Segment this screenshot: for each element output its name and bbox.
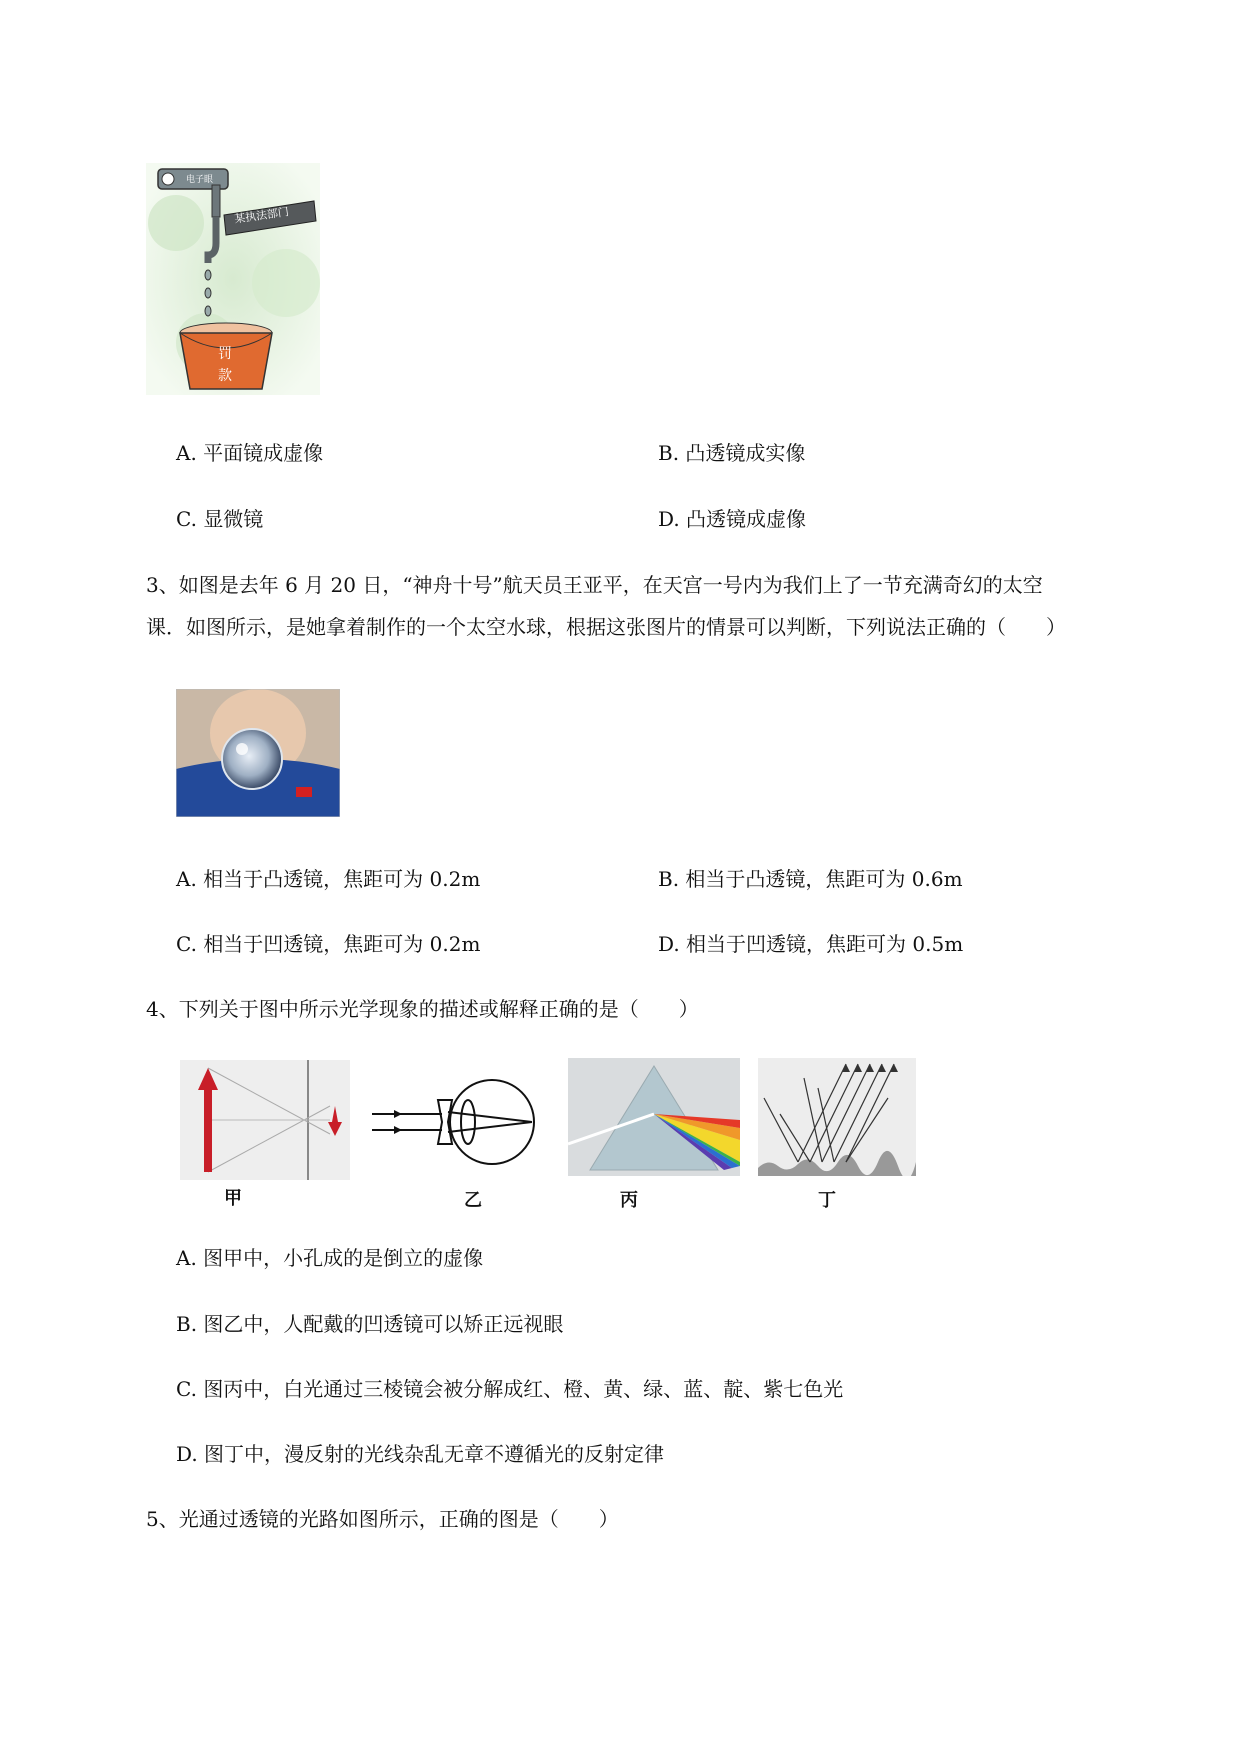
- caption-yi: 乙: [464, 1190, 482, 1211]
- option-key: D.: [658, 507, 680, 531]
- option-key: A.: [176, 1246, 197, 1270]
- option-text: 相当于凹透镜，焦距可为 0.5m: [686, 932, 964, 956]
- option-text: 相当于凹透镜，焦距可为 0.2m: [203, 932, 481, 956]
- option-key: A.: [176, 867, 197, 891]
- tag-label: 某执法部门: [233, 205, 290, 226]
- q4-stem: 4、下列关于图中所示光学现象的描述或解释正确的是（ ）: [146, 997, 699, 1021]
- option-text: 图乙中，人配戴的凹透镜可以矫正远视眼: [203, 1312, 564, 1336]
- q4-figure-bing: [568, 1058, 740, 1176]
- q4-option-d[interactable]: [176, 1442, 664, 1466]
- option-key: C.: [176, 507, 197, 531]
- option-text: 显微镜: [203, 507, 264, 531]
- option-key: B.: [176, 1312, 198, 1336]
- option-text: 相当于凸透镜，焦距可为 0.6m: [685, 867, 963, 891]
- option-key: A.: [176, 441, 197, 465]
- option-text: 图丙中，白光通过三棱镜会被分解成红、橙、黄、绿、蓝、靛、紫七色光: [203, 1377, 844, 1401]
- q3-stem: [146, 564, 1156, 648]
- caption-ding: 丁: [818, 1190, 836, 1211]
- q4-option-c[interactable]: [176, 1377, 843, 1401]
- option-key: C.: [176, 932, 197, 956]
- bucket-label-2: 款: [218, 368, 232, 384]
- q3-water-ball-photo: [176, 689, 340, 817]
- option-key: C.: [176, 1377, 197, 1401]
- q4-figure-ding: [758, 1058, 916, 1176]
- caption-bing: 丙: [620, 1190, 638, 1211]
- q4-option-b[interactable]: [176, 1312, 563, 1336]
- option-text: 平面镜成虚像: [203, 441, 324, 465]
- option-text: 相当于凸透镜，焦距可为 0.2m: [203, 867, 481, 891]
- q2-option-b[interactable]: [658, 441, 805, 465]
- caption-jia: 甲: [224, 1188, 242, 1209]
- q5-stem: 5、光通过透镜的光路如图所示，正确的图是（ ）: [146, 1507, 619, 1531]
- option-text: 图丁中，漫反射的光线杂乱无章不遵循光的反射定律: [204, 1442, 665, 1466]
- camera-label: 电子眼: [186, 175, 214, 185]
- q4-figure-yi: [372, 1066, 542, 1176]
- bucket-label-1: 罚: [218, 346, 232, 362]
- option-key: B.: [658, 867, 680, 891]
- q3-option-d[interactable]: [658, 932, 963, 956]
- q2-option-c[interactable]: [176, 507, 263, 531]
- q3-option-a[interactable]: [176, 867, 480, 891]
- option-key: D.: [176, 1442, 198, 1466]
- option-key: B.: [658, 441, 680, 465]
- option-text: 图甲中，小孔成的是倒立的虚像: [203, 1246, 484, 1270]
- q3-option-b[interactable]: [658, 867, 963, 891]
- option-text: 凸透镜成实像: [685, 441, 806, 465]
- q2-option-d[interactable]: [658, 507, 806, 531]
- q2-cartoon-image: [146, 163, 320, 395]
- option-text: 凸透镜成虚像: [686, 507, 807, 531]
- q4-option-a[interactable]: [176, 1246, 483, 1270]
- q3-option-c[interactable]: [176, 932, 480, 956]
- option-key: D.: [658, 932, 680, 956]
- q3-stem-line-1: 3、如图是去年 6 月 20 日，“神舟十号”航天员王亚平，在天宫一号内为我们上了一节充满奇幻的太空: [146, 573, 1043, 597]
- q3-stem-line-2: 课．如图所示，是她拿着制作的一个太空水球，根据这张图片的情景可以判断，下列说法正确的（ ）: [146, 615, 1066, 639]
- q4-figure-jia: [180, 1060, 350, 1180]
- q2-option-a[interactable]: [176, 441, 323, 465]
